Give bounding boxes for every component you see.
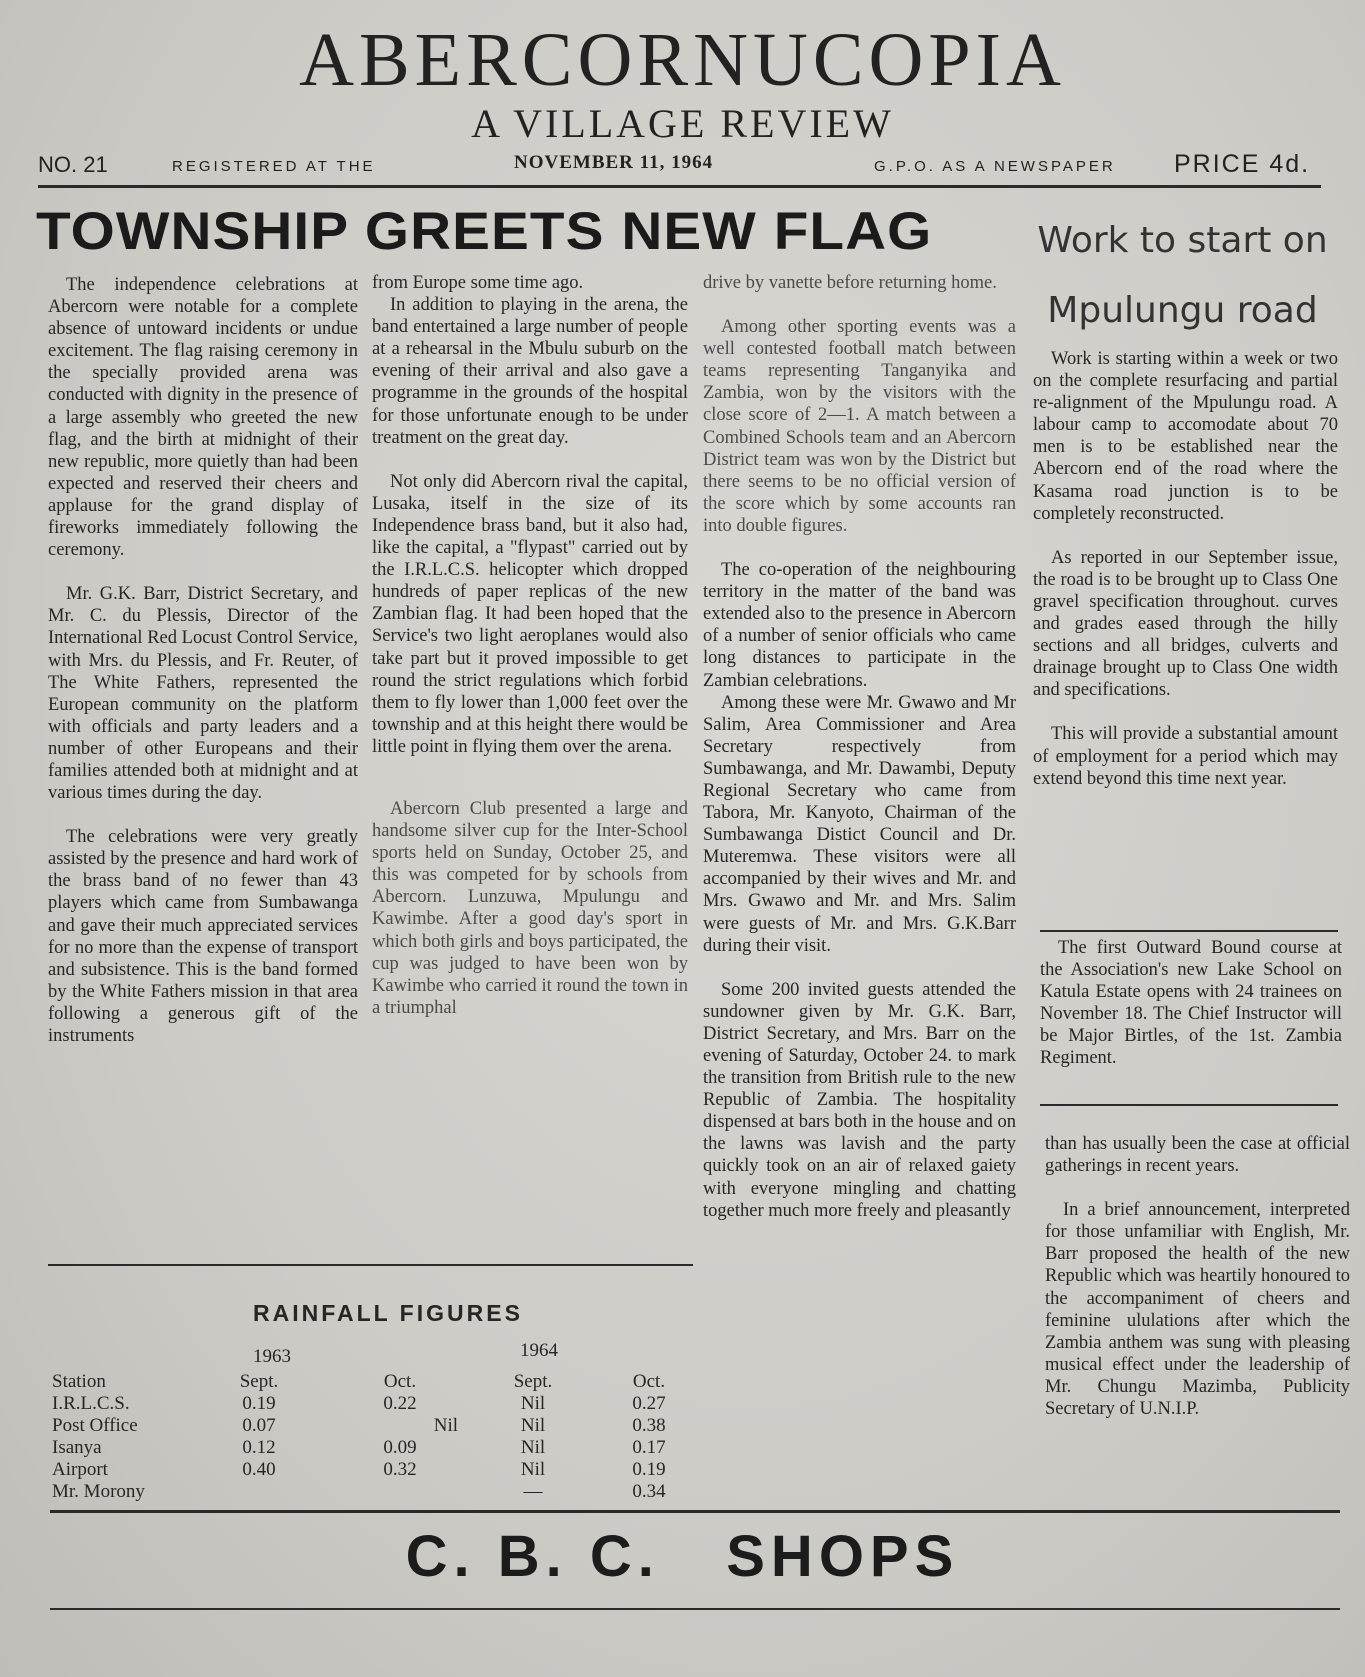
- table-cell: —: [523, 1481, 543, 1502]
- table-header: Oct.: [632, 1371, 666, 1392]
- rainfall-year-1963: 1963: [253, 1346, 291, 1367]
- table-cell: Airport: [52, 1459, 108, 1480]
- table-cell: 0.19: [242, 1393, 276, 1414]
- rainfall-year-1964: 1964: [520, 1340, 558, 1361]
- rainfall-title: RAINFALL FIGURES: [253, 1300, 523, 1326]
- paragraph: The co-operation of the neighbouring territory in the matter of the band was extended also to the presence in Abercorn of a number of senior officials who came long distances to participate in the Zambian celebrations.: [703, 560, 1016, 691]
- paragraph: This will provide a substantial amount of employment for a period which may extend beyond this time next year.: [1033, 724, 1338, 789]
- paragraph: The independence celebrations at Abercorn were notable for a complete absence of untoward incidents or undue excitement. The flag raising ceremony in the specially provided arena was conducted with dignity in the presence of a large assembly who greeted the new flag, and the birth at midnight of their new republic, more quietly than had been expected and reserved their cheers and applause for the grand display of fireworks immediately following the ceremony.: [48, 275, 358, 561]
- paragraph: Mr. G.K. Barr, District Secretary, and Mr. C. du Plessis, Director of the International Red Locust Control Service, with Mrs. du Plessis, and Fr. Reuter, of The White Fathers, represented the European community on the platform with officials and party leaders and a number of other Europeans and their families attended both at midnight and at various times during the day.: [48, 584, 358, 804]
- outward-bound-notice: [1040, 937, 1342, 1070]
- table-row: [52, 1415, 714, 1437]
- paragraph: Among these were Mr. Gwawo and Mr Salim, Area Commissioner and Area Secretary respectively from Sumbawanga, and Mr. Dawambi, Deputy Regional Secretary who came from Tabora, Mr. Kanyoto, Chairman of the Sumbawanga Distict Council and Dr. Muteremwa. These visitors were all accompanied by their wives and Mr. and Mrs. Gwawo and Mr. and Mrs. Salim were guests of Mr. and Mrs. G.K.Barr during their visit.: [703, 692, 1016, 956]
- paragraph: Some 200 invited guests attended the sundowner given by Mr. G.K. Barr, District Secretary, and Mrs. Barr on the evening of Saturday, October 24. to mark the transition from British rule to the new Republic of Zambia. The hospitality dispensed at bars both in the house and on the lawns was lavish and the party quickly took on an air of relaxed gaiety with everyone mingling and chatting together much more freely and pleasantly: [703, 979, 1016, 1221]
- cbc-shops-banner: C. B. C. SHOPS: [405, 1524, 960, 1589]
- table-cell: Isanya: [52, 1437, 102, 1458]
- column-rule: [48, 1264, 693, 1266]
- side-headline-line2: Mpulungu road: [1047, 290, 1318, 331]
- table-row: [52, 1459, 714, 1481]
- table-cell: 0.27: [632, 1393, 666, 1414]
- table-header: Sept.: [239, 1371, 279, 1392]
- paragraph: In a brief announcement, interpreted for those unfamiliar with English, Mr. Barr proposed the health of the new Republic which was heartily honoured to the accompaniment of cheers and feminine ululations after which the Zambia anthem was sung with pleasing musical effect under the leadership of Mr. Chungu Mazimba, Publicity Secretary of U.N.I.P.: [1045, 1200, 1350, 1420]
- masthead-rule: [38, 185, 1321, 188]
- table-cell: Nil: [520, 1415, 546, 1436]
- registered-left: REGISTERED AT THE: [172, 158, 376, 175]
- side-article: [1033, 348, 1338, 790]
- table-cell: [200, 1481, 318, 1503]
- issue-number: NO. 21: [38, 152, 108, 177]
- table-cell: [318, 1481, 482, 1503]
- table-cell: 0.40: [242, 1459, 276, 1480]
- table-cell: 0.19: [632, 1459, 666, 1480]
- price: PRICE 4d.: [1174, 150, 1311, 178]
- table-cell: 0.22: [383, 1393, 417, 1414]
- table-cell: Nil: [520, 1437, 546, 1458]
- main-headline: TOWNSHIP GREETS NEW FLAG: [36, 202, 933, 261]
- table-cell: Nil: [520, 1393, 546, 1414]
- paragraph: In addition to playing in the arena, the band entertained a large number of people at a rehearsal in the Mbulu suburb on the evening of their arrival and also gave a programme in the grounds of the hospital for those unfortunate enough to be under treatment on the great day.: [372, 295, 688, 448]
- table-cell: 0.07: [242, 1415, 276, 1436]
- table-cell: I.R.L.C.S.: [52, 1393, 130, 1414]
- table-cell: 0.09: [383, 1437, 417, 1458]
- article-column-1: [48, 274, 358, 1047]
- column-rule: [1040, 1104, 1338, 1106]
- paragraph: Among other sporting events was a well contested football match between teams representing Tanganyika and Zambia, won by the visitors with the close score of 2—1. A match between a Combined Schools team and an Abercorn District team was won by the District but there seems to be no official version of the score which by some accounts ran into double figures.: [703, 317, 1016, 536]
- table-cell: 0.12: [242, 1437, 276, 1458]
- registered-right: G.P.O. AS A NEWSPAPER: [874, 158, 1116, 175]
- rainfall-table: [52, 1371, 714, 1503]
- footer-rule-top: [50, 1510, 1340, 1513]
- table-row: [52, 1437, 714, 1459]
- table-header: Station: [52, 1371, 106, 1392]
- paragraph: than has usually been the case at official gatherings in recent years.: [1045, 1134, 1350, 1177]
- table-header: Oct.: [383, 1371, 417, 1392]
- paragraph: As reported in our September issue, the road is to be brought up to Class One gravel specification throughout. curves and grades eased through the hilly sections and all bridges, culverts and drainage brought up to Class One width and specifications.: [1033, 547, 1338, 701]
- table-header-row: [52, 1371, 714, 1393]
- paragraph: Work is starting within a week or two on the complete resurfacing and partial re-alignment of the Mpulungu road. A labour camp to accomodate about 70 men is to be established near the Abercorn end of the road where the Kasama road junction is to be completely reconstructed.: [1033, 349, 1338, 524]
- masthead-title: ABERCORNUCOPIA: [299, 18, 1066, 102]
- registration-line: [38, 150, 1318, 180]
- paragraph: Abercorn Club presented a large and handsome silver cup for the Inter-School sports held on Sunday, October 25, and this was competed for by schools from Abercorn. Lunzuwa, Mpulungu and Kawimbe. After a good day's sport in which both girls and boys participated, the cup was judged to have been won by Kawimbe who carried it round the town in a triumphal: [372, 798, 688, 1018]
- paragraph: Not only did Abercorn rival the capital, Lusaka, itself in the size of its Independence brass band, but it also had, like the capital, a "flypast" carried out by the I.R.L.C.S. helicopter which dropped hundreds of paper replicas of the new Zambian flag. It had been hoped that the Service's two light aeroplanes would also take part but it proved impossible to get round the strict regulations which forbid them to fly lower than 1,000 feet over the township and at this height there would be little point in flying them over the arena.: [372, 471, 688, 757]
- table-row: [52, 1393, 714, 1415]
- table-cell: Nil: [520, 1459, 546, 1480]
- paragraph: drive by vanette before returning home.: [703, 273, 997, 293]
- masthead-subtitle: A VILLAGE REVIEW: [471, 101, 894, 146]
- table-cell: Nil: [433, 1415, 458, 1436]
- table-cell: Post Office: [52, 1415, 138, 1436]
- article-column-2: [372, 272, 688, 1019]
- table-cell: 0.34: [632, 1481, 666, 1502]
- table-cell: 0.17: [632, 1437, 666, 1458]
- table-cell: Mr. Morony: [52, 1481, 145, 1502]
- side-headline: [1030, 206, 1335, 346]
- article-column-4-continued: [1045, 1133, 1350, 1420]
- footer-rule-bottom: [50, 1608, 1340, 1610]
- paragraph: The celebrations were very greatly assisted by the presence and hard work of the brass band of no fewer than 43 players which came from Sumbawanga and gave their much appreciated services for no more than the expense of transport and subsistence. This is the band formed by the White Fathers mission in that area following a generous gift of the instruments: [48, 827, 358, 1046]
- paragraph: The first Outward Bound course at the Association's new Lake School on Katula Estate opens with 24 trainees on November 18. The Chief Instructor will be Major Birtles, of the 1st. Zambia Regiment.: [1040, 938, 1342, 1069]
- paragraph: from Europe some time ago.: [372, 273, 584, 293]
- table-cell: 0.38: [632, 1415, 666, 1436]
- table-row: [52, 1481, 714, 1503]
- side-headline-line1: Work to start on: [1037, 220, 1328, 261]
- article-column-3: [703, 272, 1016, 1222]
- issue-date: NOVEMBER 11, 1964: [514, 152, 714, 173]
- column-rule: [1040, 930, 1338, 932]
- table-header: Sept.: [513, 1371, 553, 1392]
- table-cell: 0.32: [383, 1459, 417, 1480]
